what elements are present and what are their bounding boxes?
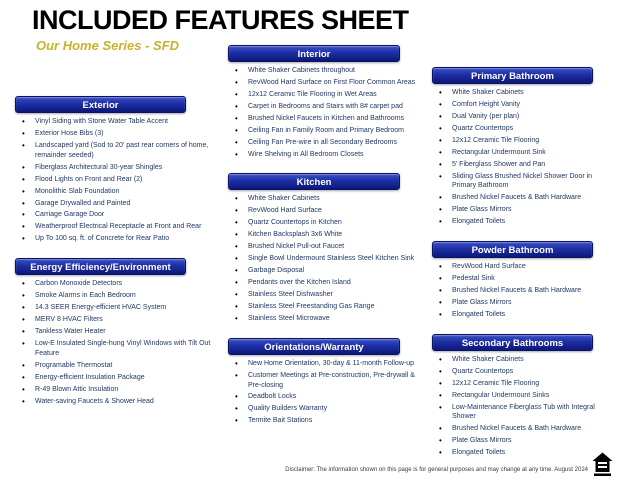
page-title: INCLUDED FEATURES SHEET — [32, 5, 409, 35]
equal-housing-logo-icon — [592, 452, 613, 477]
disclaimer-text: Disclaimer: The information shown on this page is for general purposes and may change at any time. August 2024 — [285, 467, 588, 473]
list-item: • Elongated Toilets — [432, 448, 614, 458]
section-exterior — [15, 96, 220, 244]
list-item: • Brushed Nickel Faucets & Bath Hardware — [432, 424, 614, 434]
list-item: • Carpet in Bedrooms and Stairs with 8# carpet pad — [228, 102, 421, 112]
list-item: • Termite Bait Stations — [228, 416, 421, 426]
column-left — [15, 96, 220, 420]
list-item: • Up To 100 sq. ft. of Concrete for Rear Patio — [15, 234, 220, 244]
section-kitchen — [228, 173, 421, 323]
column-middle — [228, 45, 421, 440]
feature-list-kitchen — [228, 194, 421, 323]
list-item: • Rectangular Undermount Sink — [432, 148, 614, 158]
list-item: • Plate Glass Mirrors — [432, 298, 614, 308]
list-item: • Quartz Countertops — [432, 367, 614, 377]
list-item: • Comfort Height Vanity — [432, 100, 614, 110]
list-item: • Garage Drywalled and Painted — [15, 199, 220, 209]
section-interior — [228, 45, 421, 159]
list-item: • Low-E Insulated Single-hung Vinyl Windows with Tilt Out Feature — [15, 339, 220, 358]
list-item: • Kitchen Backsplash 3x6 White — [228, 230, 421, 240]
feature-list-primary-bathroom — [432, 88, 614, 227]
list-item: • Plate Glass Mirrors — [432, 205, 614, 215]
section-primary-bathroom — [432, 67, 614, 227]
section-header-kitchen: Kitchen — [228, 173, 400, 190]
column-right — [432, 67, 614, 472]
list-item: • Pedestal Sink — [432, 274, 614, 284]
list-item: • White Shaker Cabinets — [432, 355, 614, 365]
list-item: • Wire Shelving in All Bedroom Closets — [228, 150, 421, 160]
list-item: • Flood Lights on Front and Rear (2) — [15, 175, 220, 185]
section-header-primary-bathroom: Primary Bathroom — [432, 67, 593, 84]
list-item: • RevWood Hard Surface — [432, 262, 614, 272]
section-orientations-warranty — [228, 338, 421, 426]
list-item: • R-49 Blown Attic Insulation — [15, 385, 220, 395]
list-item: • Vinyl Siding with Stone Water Table Accent — [15, 117, 220, 127]
list-item: • Carriage Garage Door — [15, 210, 220, 220]
list-item: • 5' Fiberglass Shower and Pan — [432, 160, 614, 170]
list-item: • Water-saving Faucets & Shower Head — [15, 397, 220, 407]
feature-list-orientations-warranty — [228, 359, 421, 426]
section-header-secondary-bathrooms: Secondary Bathrooms — [432, 334, 593, 351]
list-item: • Quartz Countertops in Kitchen — [228, 218, 421, 228]
list-item: • Monolithic Slab Foundation — [15, 187, 220, 197]
list-item: • Low-Maintenance Fiberglass Tub with Integral Shower — [432, 403, 614, 422]
list-item: • Garbage Disposal — [228, 266, 421, 276]
page-subtitle: Our Home Series - SFD — [36, 38, 180, 53]
list-item: • Exterior Hose Bibs (3) — [15, 129, 220, 139]
section-secondary-bathrooms — [432, 334, 614, 458]
list-item: • Customer Meetings at Pre-construction, Pre-drywall & Pre-closing — [228, 371, 421, 390]
list-item: • Pendants over the Kitchen Island — [228, 278, 421, 288]
section-header-interior: Interior — [228, 45, 400, 62]
list-item: • Quality Builders Warranty — [228, 404, 421, 414]
list-item: • White Shaker Cabinets throughout — [228, 66, 421, 76]
list-item: • Plate Glass Mirrors — [432, 436, 614, 446]
list-item: • Quartz Countertops — [432, 124, 614, 134]
list-item: • Brushed Nickel Faucets in Kitchen and Bathrooms — [228, 114, 421, 124]
list-item: • Ceiling Fan Pre-wire in all Secondary Bedrooms — [228, 138, 421, 148]
list-item: • 12x12 Ceramic Tile Flooring — [432, 136, 614, 146]
list-item: • Elongated Toilets — [432, 310, 614, 320]
feature-list-interior — [228, 66, 421, 159]
list-item: • 12x12 Ceramic Tile Flooring — [432, 379, 614, 389]
section-energy-efficiency-environment — [15, 258, 220, 406]
list-item: • 12x12 Ceramic Tile Flooring in Wet Areas — [228, 90, 421, 100]
list-item: • Brushed Nickel Pull-out Faucet — [228, 242, 421, 252]
section-header-orientations-warranty: Orientations/Warranty — [228, 338, 400, 355]
feature-list-exterior — [15, 117, 220, 244]
feature-list-powder-bathroom — [432, 262, 614, 320]
list-item: • Programable Thermostat — [15, 361, 220, 371]
list-item: • Carbon Monoxide Detectors — [15, 279, 220, 289]
list-item: • White Shaker Cabinets — [432, 88, 614, 98]
list-item: • 14.3 SEER Energy-efficient HVAC System — [15, 303, 220, 313]
list-item: • White Shaker Cabinets — [228, 194, 421, 204]
list-item: • Smoke Alarms in Each Bedroom — [15, 291, 220, 301]
feature-list-energy-efficiency-environment — [15, 279, 220, 406]
list-item: • Tankless Water Heater — [15, 327, 220, 337]
list-item: • Fiberglass Architectural 30-year Shingles — [15, 163, 220, 173]
list-item: • Brushed Nickel Faucets & Bath Hardware — [432, 193, 614, 203]
list-item: • Rectangular Undermount Sinks — [432, 391, 614, 401]
list-item: • Energy-efficient Insulation Package — [15, 373, 220, 383]
list-item: • Sliding Glass Brushed Nickel Shower Door in Primary Bathroom — [432, 172, 614, 191]
list-item: • Brushed Nickel Faucets & Bath Hardware — [432, 286, 614, 296]
list-item: • Landscaped yard (Sod to 20' past rear corners of home, remainder seeded) — [15, 141, 220, 160]
list-item: • RevWood Hard Surface — [228, 206, 421, 216]
list-item: • Deadbolt Locks — [228, 392, 421, 402]
list-item: • Elongated Toilets — [432, 217, 614, 227]
list-item: • Stainless Steel Dishwasher — [228, 290, 421, 300]
list-item: • RevWood Hard Surface on First Floor Common Areas — [228, 78, 421, 88]
list-item: • Single Bowl Undermount Stainless Steel Kitchen Sink — [228, 254, 421, 264]
list-item: • Dual Vanity (per plan) — [432, 112, 614, 122]
list-item: • Stainless Steel Microwave — [228, 314, 421, 324]
section-header-energy-efficiency-environment: Energy Efficiency/Environment — [15, 258, 186, 275]
section-header-powder-bathroom: Powder Bathroom — [432, 241, 593, 258]
section-header-exterior: Exterior — [15, 96, 186, 113]
list-item: • Weatherproof Electrical Receptacle at Front and Rear — [15, 222, 220, 232]
list-item: • Ceiling Fan in Family Room and Primary Bedroom — [228, 126, 421, 136]
list-item: • New Home Orientation, 30-day & 11-month Follow-up — [228, 359, 421, 369]
list-item: • Stainless Steel Freestanding Gas Range — [228, 302, 421, 312]
list-item: • MERV 8 HVAC Filters — [15, 315, 220, 325]
section-powder-bathroom — [432, 241, 614, 320]
feature-list-secondary-bathrooms — [432, 355, 614, 458]
